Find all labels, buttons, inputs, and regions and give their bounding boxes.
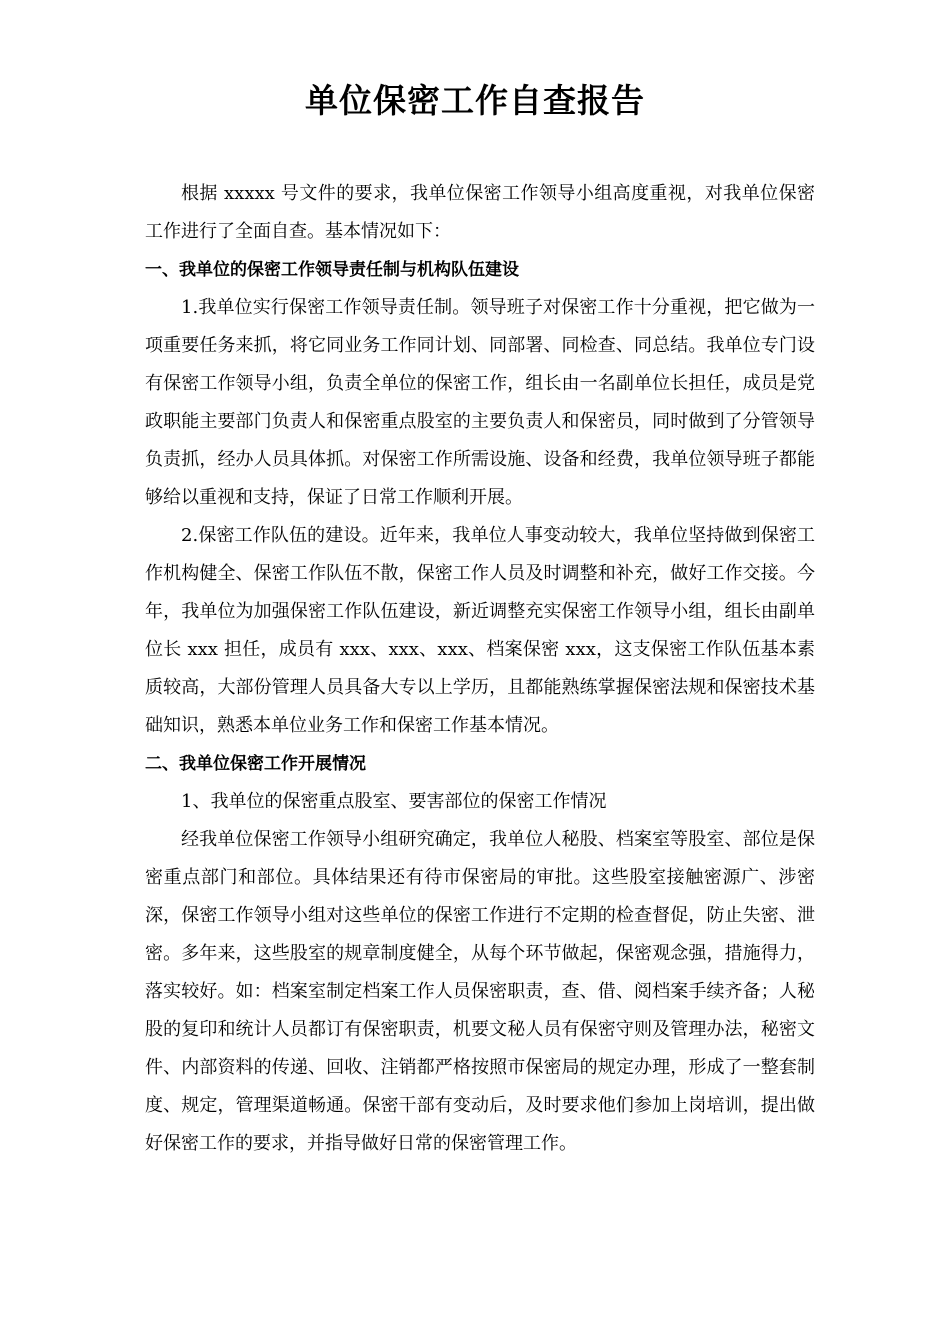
paragraph-key-departments: 经我单位保密工作领导小组研究确定，我单位人秘股、档案室等股室、部位是保密重点部门和部位。具体结果还有待市保密局的审批。这些股室接触密源广、涉密深，保密工作领导小组对这些单位的保密工作进行不定期的检查督促，防止失密、泄密。多年来，这些股室的规章制度健全，从每个环节做起，保密观念强，措施得力，落实较好。如：档案室制定档案工作人员保密职责，查、借、阅档案手续齐备；人秘股的复印和统计人员都订有保密职责，机要文秘人员有保密守则及管理办法，秘密文件、内部资料的传递、回收、注销都严格按照市保密局的规定办理，形成了一整套制度、规定，管理渠道畅通。保密干部有变动后，及时要求他们参加上岗培训，提出做好保密工作的要求，并指导做好日常的保密管理工作。 [145, 829, 815, 1154]
section-heading-1: 一、我单位的保密工作领导责任制与机构队伍建设 [145, 260, 519, 280]
paragraph-team-building: 2.保密工作队伍的建设。近年来，我单位人事变动较大，我单位坚持做到保密工作机构健全、保密工作队伍不散，保密工作人员及时调整和补充，做好工作交接。今年，我单位为加强保密工作队伍建设，新近调整充实保密工作领导小组，组长由副单位长 xxx 担任，成员有 xxx、xxx、xxx、档案保密 xxx，这支保密工作队伍基本素质较高，大部份管理人员具备大专以上学历，且都能熟练掌握保密法规和保密技术基础知识，熟悉本单位业务工作和保密工作基本情况。 [145, 525, 815, 736]
intro-paragraph: 根据 xxxxx 号文件的要求，我单位保密工作领导小组高度重视，对我单位保密工作进行了全面自查。基本情况如下： [145, 183, 815, 242]
subsection-heading-1: 1、我单位的保密重点股室、要害部位的保密工作情况 [181, 791, 607, 812]
section-heading-2: 二、我单位保密工作开展情况 [145, 754, 366, 774]
paragraph-leadership-responsibility: 1.我单位实行保密工作领导责任制。领导班子对保密工作十分重视，把它做为一项重要任务来抓，将它同业务工作同计划、同部署、同检查、同总结。我单位专门设有保密工作领导小组，负责全单位的保密工作，组长由一名副单位长担任，成员是党政职能主要部门负责人和保密重点股室的主要负责人和保密员，同时做到了分管领导负责抓，经办人员具体抓。对保密工作所需设施、设备和经费，我单位领导班子都能够给以重视和支持，保证了日常工作顺利开展。 [145, 297, 815, 508]
document-title: 单位保密工作自查报告 [305, 81, 645, 120]
document-body [145, 175, 815, 1163]
